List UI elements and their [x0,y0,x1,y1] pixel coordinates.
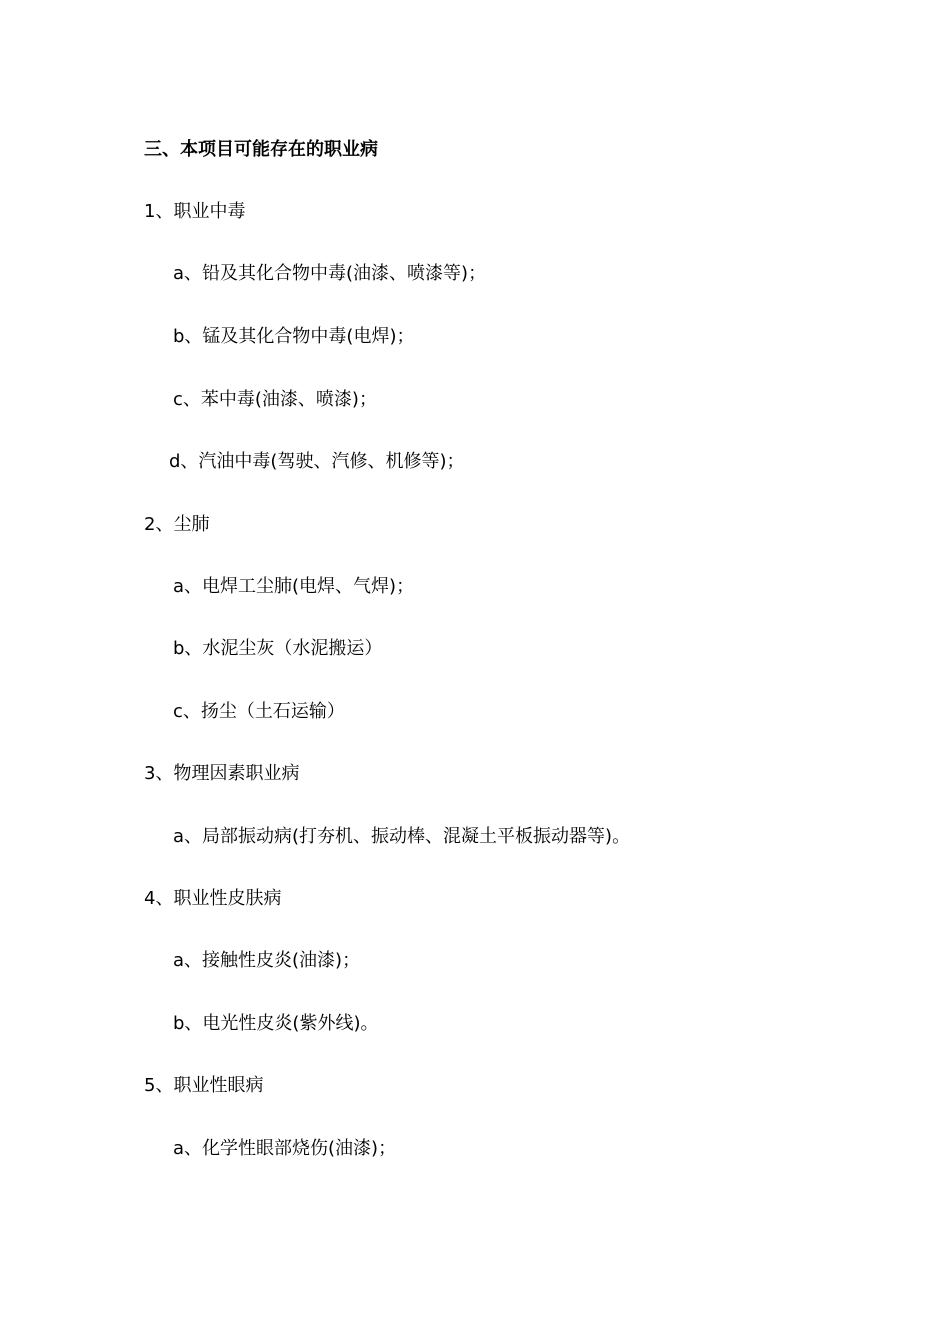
section-heading: 三、本项目可能存在的职业病 [144,139,378,160]
list-item: c、苯中毒(油漆、喷漆)； [173,389,377,410]
list-item: d、汽油中毒(驾驶、汽修、机修等)； [169,451,465,472]
category-occupational-poisoning: 1、职业中毒 [144,201,246,222]
list-item: b、锰及其化合物中毒(电焊)； [173,326,415,347]
list-item: b、电光性皮炎(紫外线)。 [173,1013,379,1034]
list-item: a、化学性眼部烧伤(油漆)； [173,1138,397,1159]
category-physical-factors: 3、物理因素职业病 [144,763,300,784]
category-eye-disease: 5、职业性眼病 [144,1075,264,1096]
list-item: a、铅及其化合物中毒(油漆、喷漆等)； [173,263,487,284]
list-item: c、扬尘（土石运输） [173,701,345,722]
category-pneumoconiosis: 2、尘肺 [144,514,210,535]
list-item: a、局部振动病(打夯机、振动棒、混凝土平板振动器等)。 [173,826,631,847]
list-item: b、水泥尘灰（水泥搬运） [173,638,383,659]
list-item: a、接触性皮炎(油漆)； [173,950,361,971]
list-item: a、电焊工尘肺(电焊、气焊)； [173,576,415,597]
category-skin-disease: 4、职业性皮肤病 [144,888,282,909]
